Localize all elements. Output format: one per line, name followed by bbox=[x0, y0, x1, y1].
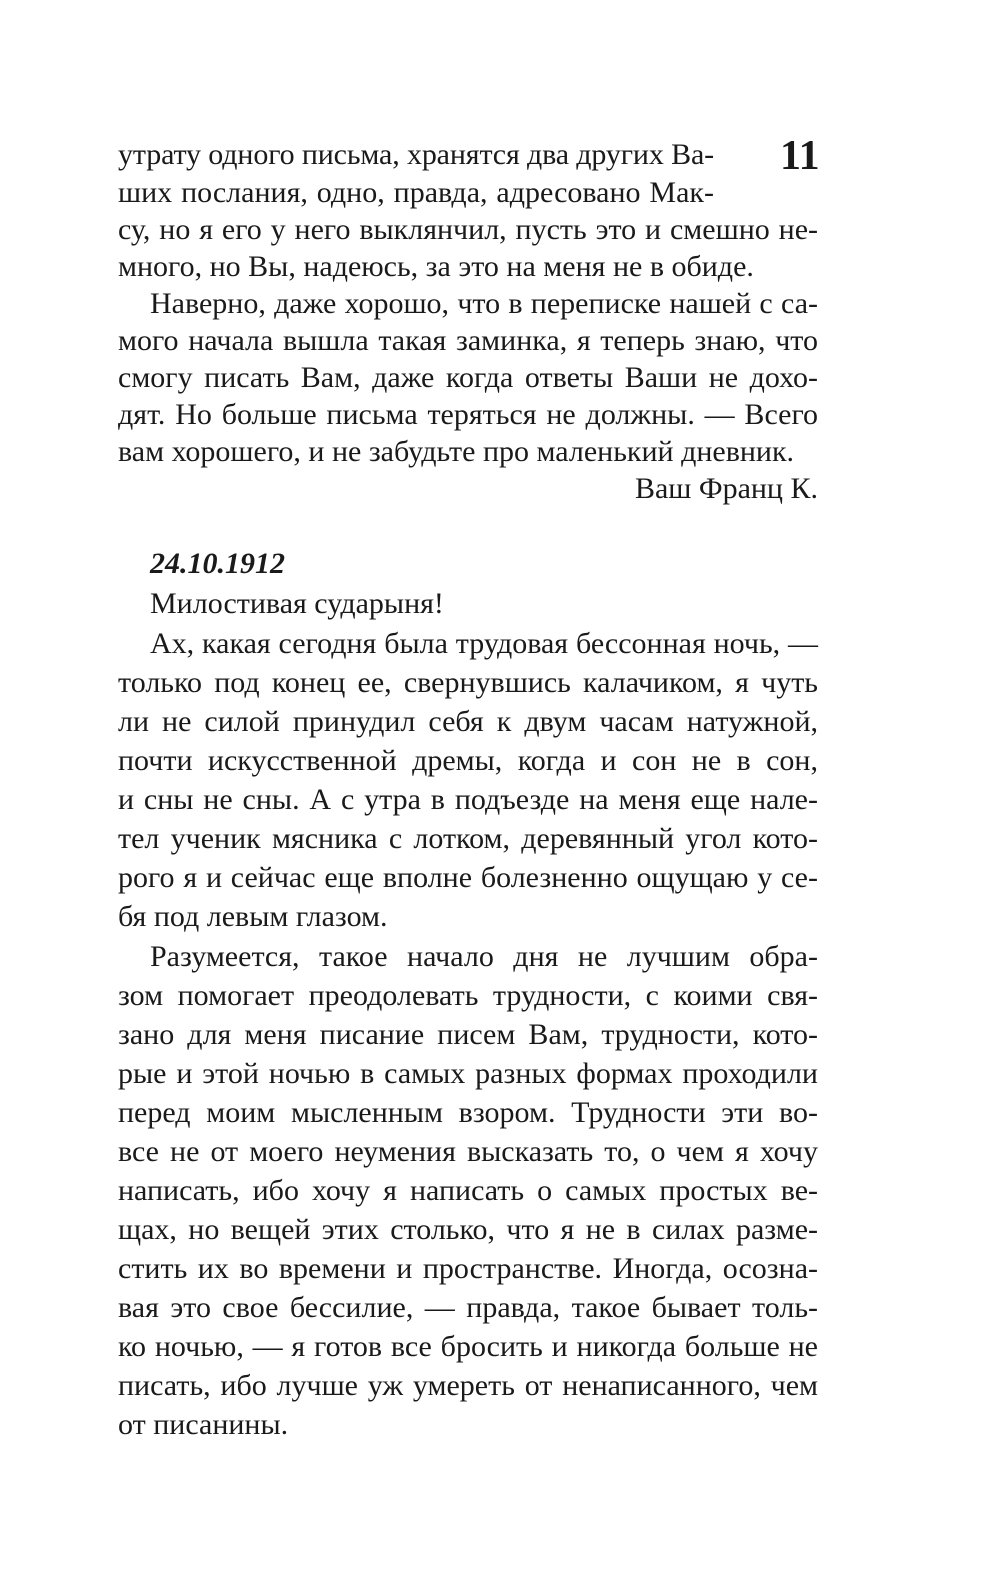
text-line: дят. Но больше письма теряться не должны. — Всего bbox=[118, 398, 818, 431]
text-line: рого я и сейчас еще вполне болезненно ощущаю у се- bbox=[118, 861, 818, 894]
text-line: смогу писать Вам, даже когда ответы Ваши не дохо- bbox=[118, 361, 818, 394]
text-line: зом помогает преодолевать трудности, с коими свя- bbox=[118, 979, 818, 1012]
text-line: Разумеется, такое начало дня не лучшим обра- bbox=[150, 940, 818, 973]
text-line: щах, но вещей этих столько, что я не в силах разме- bbox=[118, 1213, 818, 1246]
text-line: и сны не сны. А с утра в подъезде на меня еще нале- bbox=[118, 783, 818, 816]
text-line: все не от моего неумения высказать то, о чем я хочу bbox=[118, 1135, 818, 1168]
text-line: вая это свое бессилие, — правда, такое бывает толь- bbox=[118, 1291, 818, 1324]
page-number: 11 bbox=[780, 133, 820, 179]
text-line: почти искусственной дремы, когда и сон не в сон, bbox=[118, 744, 818, 777]
text-line: бя под левым глазом. bbox=[118, 900, 388, 933]
text-line: ших послания, одно, правда, адресовано Мак- bbox=[118, 176, 714, 209]
text-line: писать, ибо лучше уж умереть от ненаписанного, чем bbox=[118, 1369, 818, 1402]
text-line: мого начала вышла такая заминка, я теперь знаю, что bbox=[118, 324, 818, 357]
text-line: ко ночью, — я готов все бросить и никогда больше не bbox=[118, 1330, 818, 1363]
text-line: су, но я его у него выклянчил, пусть это и смешно не- bbox=[118, 213, 818, 246]
signature: Ваш Франц К. bbox=[634, 472, 818, 505]
text-line: от писанины. bbox=[118, 1408, 289, 1441]
letter-date: 24.10.1912 bbox=[150, 547, 285, 580]
text-line: Наверно, даже хорошо, что в переписке нашей с са- bbox=[150, 287, 818, 320]
text-line: только под конец ее, свернувшись калачиком, я чуть bbox=[118, 666, 818, 699]
text-line: ли не силой принудил себя к двум часам натужной, bbox=[118, 705, 818, 738]
text-line: тел ученик мясника с лотком, деревянный угол кото- bbox=[118, 822, 818, 855]
text-line: Ах, какая сегодня была трудовая бессонная ночь, — bbox=[150, 627, 818, 660]
text-line: написать, ибо хочу я написать о самых простых ве- bbox=[118, 1174, 818, 1207]
text-line: стить их во времени и пространстве. Иногда, осозна- bbox=[118, 1252, 818, 1285]
text-line: много, но Вы, надеюсь, за это на меня не в обиде. bbox=[118, 250, 754, 283]
salutation: Милостивая сударыня! bbox=[150, 587, 444, 620]
text-line: утрату одного письма, хранятся два других Ва- bbox=[118, 138, 714, 171]
text-line: вам хорошего, и не забудьте про маленький дневник. bbox=[118, 435, 795, 468]
text-line: перед моим мысленным взором. Трудности эти во- bbox=[118, 1096, 818, 1129]
text-line: рые и этой ночью в самых разных формах проходили bbox=[118, 1057, 818, 1090]
text-line: зано для меня писание писем Вам, трудности, кото- bbox=[118, 1018, 818, 1051]
